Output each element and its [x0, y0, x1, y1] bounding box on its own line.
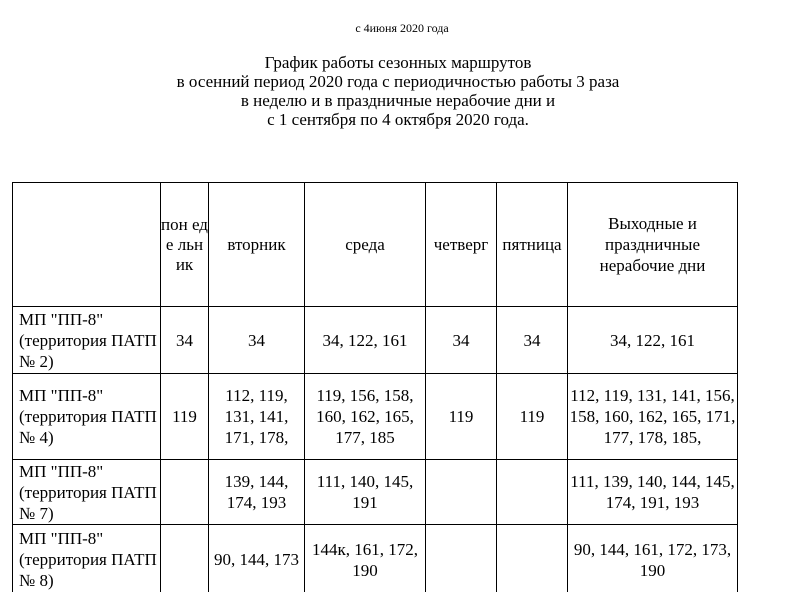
cell-tuesday: 34 — [209, 307, 305, 374]
cell-thursday: 34 — [426, 307, 497, 374]
title-line-3: в неделю и в праздничные нерабочие дни и — [240, 91, 556, 110]
cell-holidays: 90, 144, 161, 172, 173, 190 — [568, 525, 738, 595]
row-header-org: МП "ПП-8" (территория ПАТП № 4) — [13, 374, 161, 460]
cell-thursday — [426, 460, 497, 525]
cell-wednesday: 119, 156, 158, 160, 162, 165, 177, 185 — [305, 374, 426, 460]
column-header-friday: пятница — [497, 183, 568, 307]
cell-monday: 119 — [161, 374, 209, 460]
row-header-org: МП "ПП-8" (территория ПАТП № 2) — [13, 307, 161, 374]
column-header-thursday: четверг — [426, 183, 497, 307]
title-line-4: с 1 сентября по 4 октября 2020 года. — [267, 110, 529, 129]
page-cutoff — [0, 592, 796, 598]
cell-tuesday: 139, 144, 174, 193 — [209, 460, 305, 525]
effective-date-note: с 4июня 2020 года — [355, 21, 449, 35]
column-header-monday: пон еде льн ик — [161, 183, 209, 307]
cell-tuesday: 90, 144, 173 — [209, 525, 305, 595]
cell-tuesday: 112, 119, 131, 141, 171, 178, — [209, 374, 305, 460]
cell-holidays: 34, 122, 161 — [568, 307, 738, 374]
table-row — [13, 374, 738, 460]
row-header-org: МП "ПП-8" (территория ПАТП № 7) — [13, 460, 161, 525]
column-header-tuesday: вторник — [209, 183, 305, 307]
table-row — [13, 307, 738, 374]
cell-friday — [497, 525, 568, 595]
cell-friday: 119 — [497, 374, 568, 460]
cell-holidays: 111, 139, 140, 144, 145, 174, 191, 193 — [568, 460, 738, 525]
title-line-1: График работы сезонных маршрутов — [264, 53, 532, 72]
cell-wednesday: 111, 140, 145, 191 — [305, 460, 426, 525]
cell-friday — [497, 460, 568, 525]
corner-cell — [13, 183, 161, 307]
cell-wednesday: 144к, 161, 172, 190 — [305, 525, 426, 595]
table-row — [13, 460, 738, 525]
cell-thursday — [426, 525, 497, 595]
cell-thursday: 119 — [426, 374, 497, 460]
cell-friday: 34 — [497, 307, 568, 374]
cell-monday: 34 — [161, 307, 209, 374]
cell-holidays: 112, 119, 131, 141, 156, 158, 160, 162, 165, 171, 177, 178, 185, — [568, 374, 738, 460]
schedule-table — [12, 182, 738, 595]
table-row — [13, 525, 738, 595]
document-title — [0, 53, 796, 129]
title-line-2: в осенний период 2020 года с периодичностью работы 3 раза — [176, 72, 620, 91]
table-header-row — [13, 183, 738, 307]
column-header-wednesday: среда — [305, 183, 426, 307]
cell-monday — [161, 460, 209, 525]
cell-wednesday: 34, 122, 161 — [305, 307, 426, 374]
row-header-org: МП "ПП-8" (территория ПАТП № 8) — [13, 525, 161, 595]
cell-monday — [161, 525, 209, 595]
column-header-holidays: Выходные и праздничные нерабочие дни — [568, 183, 738, 307]
